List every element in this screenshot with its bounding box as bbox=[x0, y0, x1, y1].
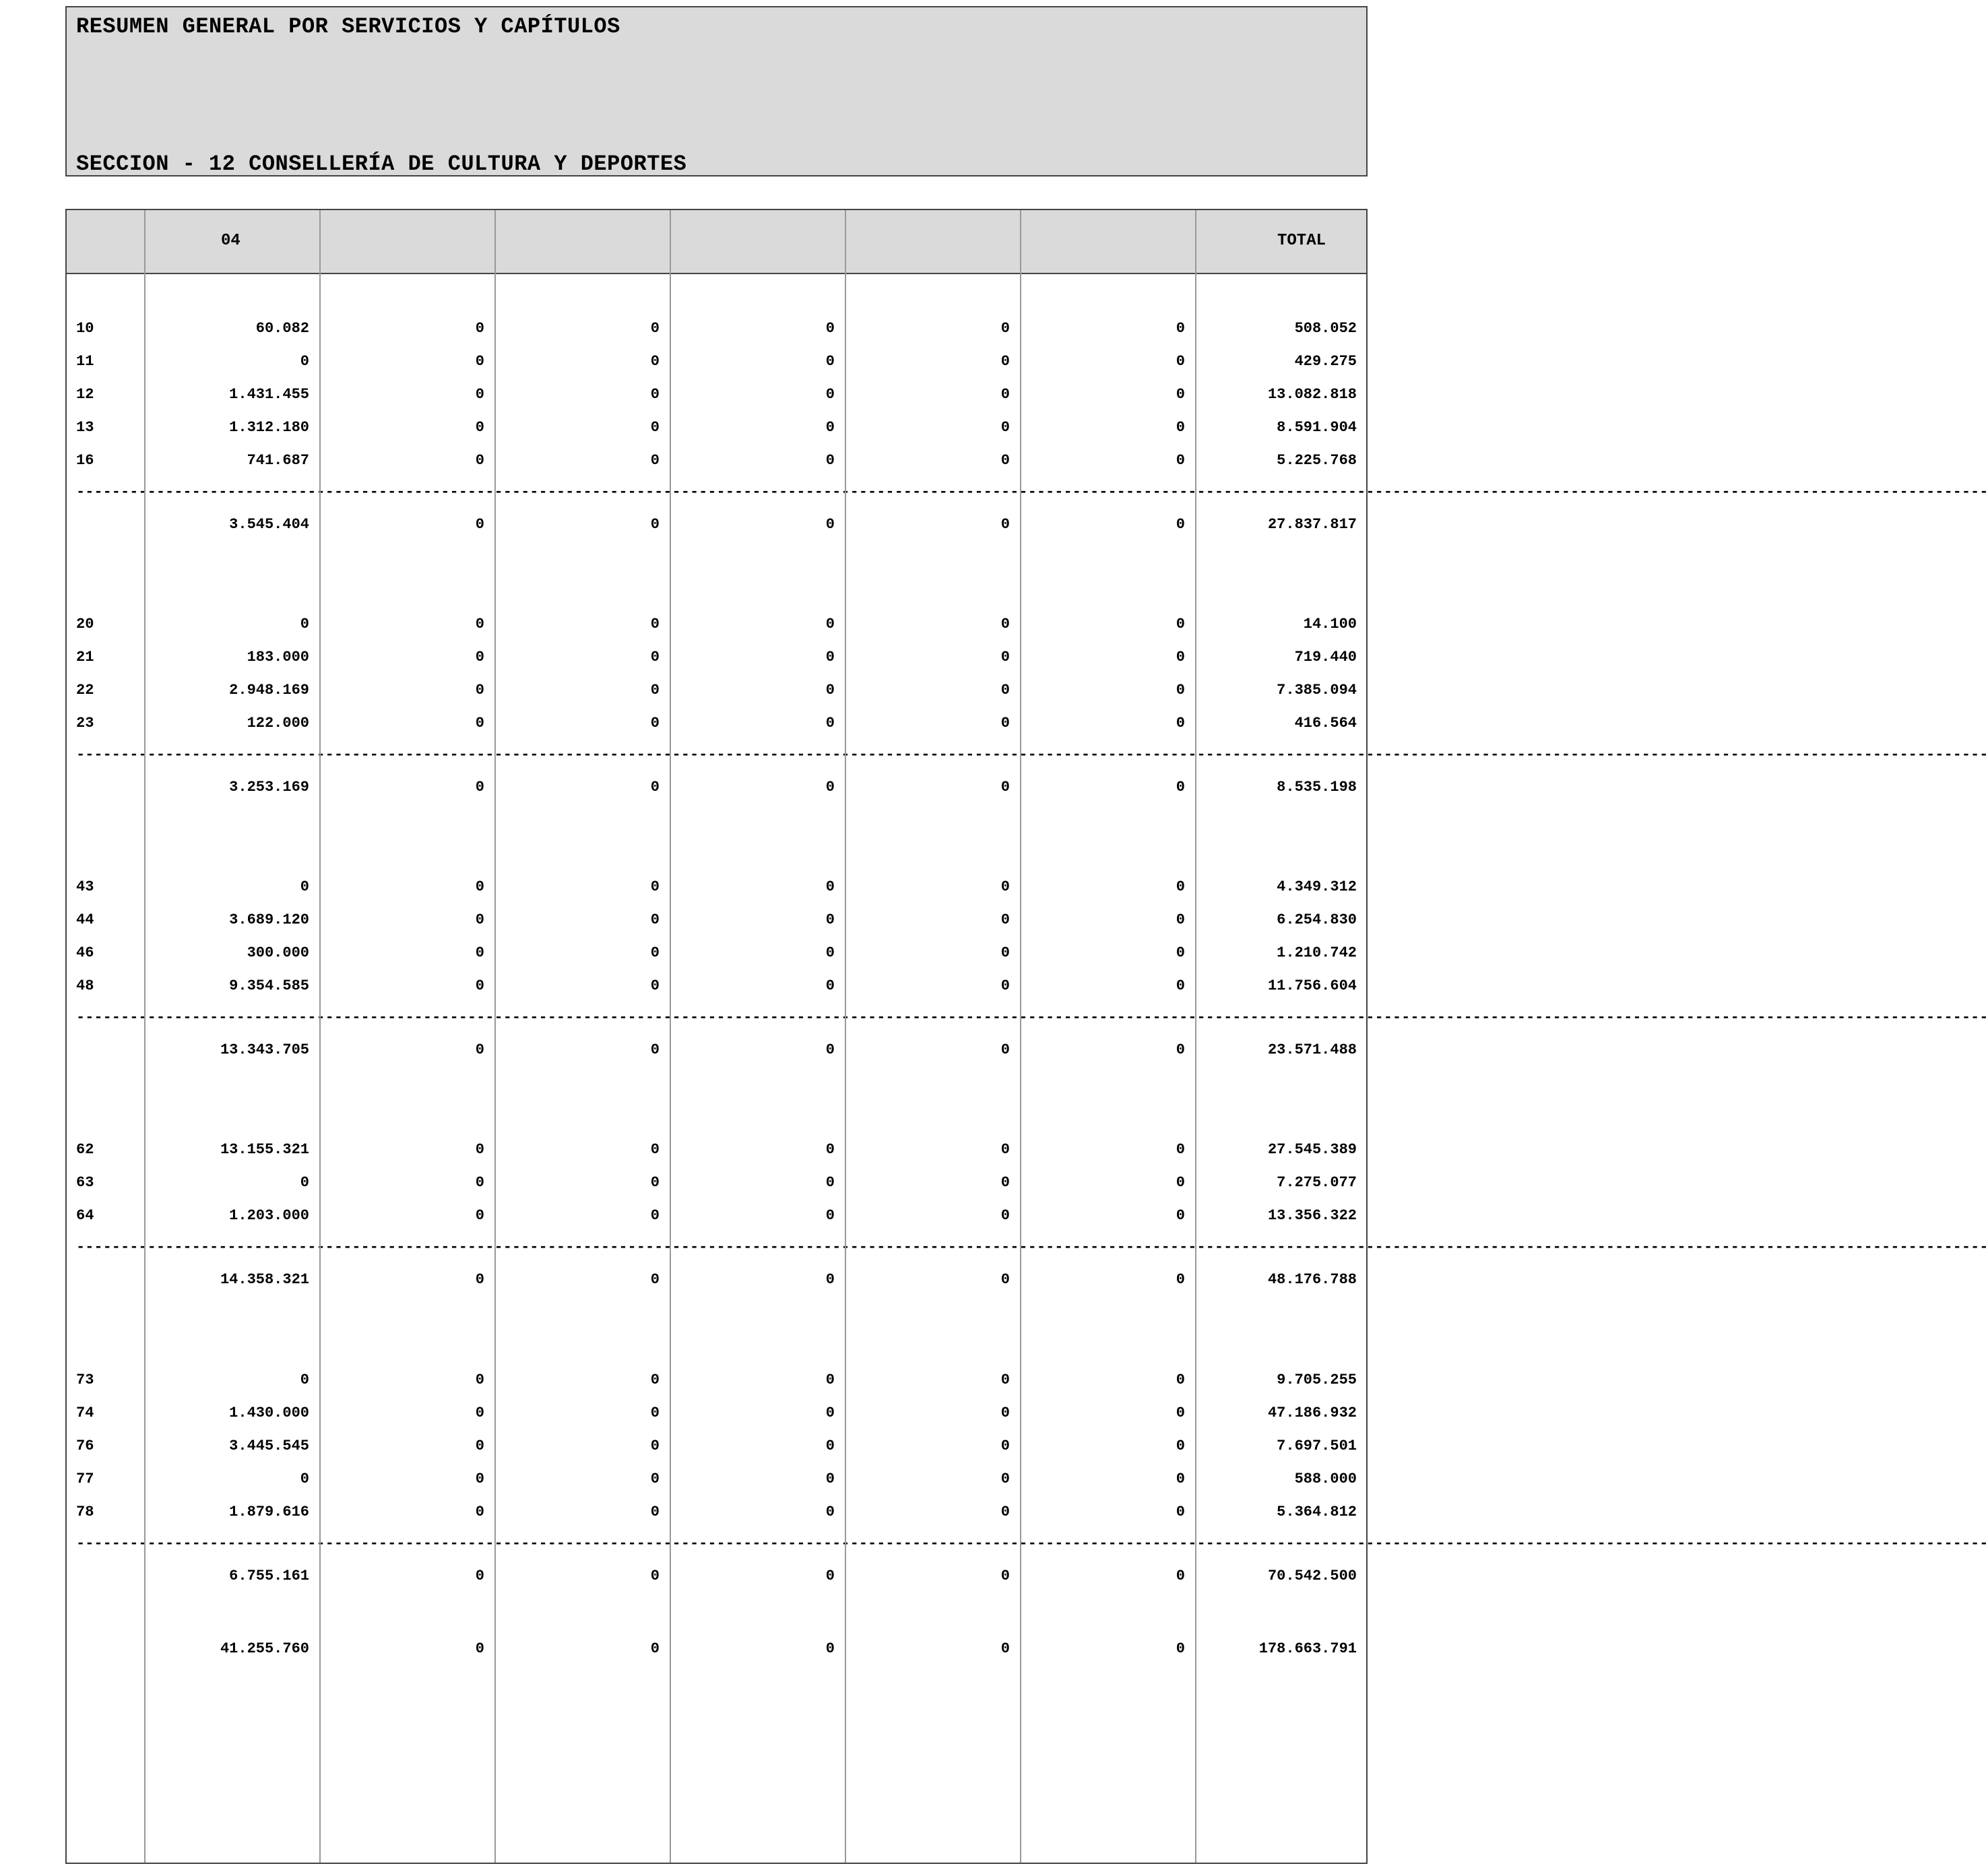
row-code: 20 bbox=[76, 616, 94, 633]
table-row-cell: 0 bbox=[1000, 1438, 1010, 1454]
table-row-cell: 11.756.604 bbox=[1267, 977, 1357, 994]
table-row-cell: 0 bbox=[650, 419, 660, 436]
table-row-cell: 13.155.321 bbox=[220, 1141, 309, 1158]
table-row-cell: 0 bbox=[825, 1372, 835, 1388]
table-row-cell: 0 bbox=[475, 1141, 484, 1158]
table-row-cell: 0 bbox=[475, 1471, 484, 1487]
table-row-cell: 0 bbox=[475, 944, 484, 961]
subtotal-row-cell: 0 bbox=[1000, 516, 1010, 533]
row-code: 74 bbox=[76, 1405, 94, 1421]
table-row-cell: 0 bbox=[300, 353, 309, 370]
table-row-cell: 5.225.768 bbox=[1277, 452, 1357, 469]
table-row-cell: 27.545.389 bbox=[1267, 1141, 1357, 1158]
table-row-cell: 0 bbox=[1176, 1372, 1185, 1388]
row-code: 13 bbox=[76, 419, 94, 436]
table-row-cell: 14.100 bbox=[1303, 616, 1357, 633]
table-row-cell: 0 bbox=[650, 1372, 660, 1388]
table-row-cell: 0 bbox=[300, 1372, 309, 1388]
table-row-cell: 0 bbox=[650, 715, 660, 732]
table-row-cell: 0 bbox=[475, 1207, 484, 1224]
table-header bbox=[67, 210, 1366, 274]
table-row-cell: 0 bbox=[1176, 616, 1185, 633]
grand-total-row-cell: 0 bbox=[650, 1640, 660, 1657]
table-row-cell: 0 bbox=[650, 1174, 660, 1191]
subtotal-row-cell: 23.571.488 bbox=[1267, 1041, 1357, 1058]
row-code: 63 bbox=[76, 1174, 94, 1191]
column-header: 04 bbox=[221, 232, 241, 250]
table-row-cell: 0 bbox=[475, 1372, 484, 1388]
table-row-cell: 0 bbox=[1000, 682, 1010, 699]
grand-total-row-cell: 0 bbox=[1000, 1640, 1010, 1657]
grand-total-row-cell: 41.255.760 bbox=[220, 1640, 309, 1657]
table-row-cell: 0 bbox=[1176, 878, 1185, 895]
subtotal-row-cell: 0 bbox=[475, 1271, 484, 1288]
row-code: 77 bbox=[76, 1471, 94, 1487]
subtotal-row-cell: 0 bbox=[650, 1568, 660, 1584]
subtotal-row-cell: 3.545.404 bbox=[229, 516, 309, 533]
table-row-cell: 0 bbox=[1176, 944, 1185, 961]
table-row-cell: 0 bbox=[650, 1438, 660, 1454]
subtotal-row-cell: 0 bbox=[1176, 1568, 1185, 1584]
subtotal-row-cell: 0 bbox=[650, 516, 660, 533]
table-row-cell: 0 bbox=[825, 977, 835, 994]
table-row-cell: 0 bbox=[475, 649, 484, 666]
subtotal-row-cell: 70.542.500 bbox=[1267, 1568, 1357, 1584]
report-section: SECCION - 12 CONSELLERÍA DE CULTURA Y DEPORTES bbox=[76, 152, 687, 176]
subtotal-row-cell: 8.535.198 bbox=[1277, 779, 1357, 796]
subtotal-row-cell: 0 bbox=[1000, 1568, 1010, 1584]
row-code: 10 bbox=[76, 320, 94, 337]
column-divider bbox=[845, 210, 846, 1863]
subtotal-row-cell: 0 bbox=[1176, 1271, 1185, 1288]
subtotal-row-cell: 48.176.788 bbox=[1267, 1271, 1357, 1288]
table-row-cell: 0 bbox=[300, 616, 309, 633]
table-row-cell: 0 bbox=[1000, 715, 1010, 732]
table-row-cell: 0 bbox=[1176, 682, 1185, 699]
table-row-cell: 3.689.120 bbox=[229, 911, 309, 928]
row-code: 48 bbox=[76, 977, 94, 994]
table-row-cell: 9.354.585 bbox=[229, 977, 309, 994]
table-row-cell: 0 bbox=[1176, 1174, 1185, 1191]
table-row-cell: 7.697.501 bbox=[1277, 1438, 1357, 1454]
summary-table bbox=[65, 209, 1988, 1864]
table-row-cell: 0 bbox=[1176, 1405, 1185, 1421]
table-row-cell: 0 bbox=[825, 1438, 835, 1454]
subtotal-row-cell: 0 bbox=[650, 779, 660, 796]
table-row-cell: 0 bbox=[475, 1438, 484, 1454]
table-row-cell: 0 bbox=[300, 1471, 309, 1487]
subtotal-row-cell: 0 bbox=[1176, 779, 1185, 796]
row-code: 21 bbox=[76, 649, 94, 666]
column-divider bbox=[670, 210, 671, 1863]
table-row-cell: 0 bbox=[475, 419, 484, 436]
subtotal-row-cell: 0 bbox=[475, 1568, 484, 1584]
table-row-cell: 0 bbox=[825, 911, 835, 928]
table-row-cell: 6.254.830 bbox=[1277, 911, 1357, 928]
table-row-cell: 0 bbox=[650, 944, 660, 961]
row-code: 11 bbox=[76, 353, 94, 370]
table-row-cell: 0 bbox=[475, 1504, 484, 1520]
table-row-cell: 13.082.818 bbox=[1267, 386, 1357, 403]
table-row-cell: 0 bbox=[825, 1471, 835, 1487]
table-row-cell: 0 bbox=[475, 616, 484, 633]
group-separator: ----------------------------------------------------------------------------------------------------------------------------------------------------------------------------------------------------------------------- bbox=[76, 1239, 1988, 1256]
table-row-cell: 0 bbox=[300, 878, 309, 895]
table-row-cell: 0 bbox=[825, 616, 835, 633]
table-row-cell: 0 bbox=[650, 682, 660, 699]
table-row-cell: 0 bbox=[1176, 1471, 1185, 1487]
table-row-cell: 0 bbox=[1176, 977, 1185, 994]
report-header bbox=[65, 6, 1368, 176]
table-row-cell: 0 bbox=[1176, 1141, 1185, 1158]
table-row-cell: 0 bbox=[650, 878, 660, 895]
table-row-cell: 0 bbox=[475, 386, 484, 403]
table-row-cell: 0 bbox=[475, 452, 484, 469]
subtotal-row-cell: 27.837.817 bbox=[1267, 516, 1357, 533]
table-row-cell: 0 bbox=[475, 1405, 484, 1421]
row-code: 64 bbox=[76, 1207, 94, 1224]
table-row-cell: 0 bbox=[650, 649, 660, 666]
column-divider bbox=[1020, 210, 1021, 1863]
table-row-cell: 0 bbox=[1000, 944, 1010, 961]
table-row-cell: 0 bbox=[475, 320, 484, 337]
table-row-cell: 1.312.180 bbox=[229, 419, 309, 436]
row-code: 46 bbox=[76, 944, 94, 961]
column-divider bbox=[1195, 210, 1196, 1863]
table-row-cell: 0 bbox=[1176, 320, 1185, 337]
row-code: 73 bbox=[76, 1372, 94, 1388]
table-row-cell: 0 bbox=[650, 1471, 660, 1487]
table-row-cell: 0 bbox=[1176, 715, 1185, 732]
table-row-cell: 0 bbox=[1176, 419, 1185, 436]
subtotal-row-cell: 0 bbox=[825, 1271, 835, 1288]
table-row-cell: 0 bbox=[1000, 320, 1010, 337]
subtotal-row-cell: 0 bbox=[650, 1271, 660, 1288]
table-row-cell: 0 bbox=[825, 1207, 835, 1224]
table-row-cell: 0 bbox=[1000, 616, 1010, 633]
table-row-cell: 0 bbox=[650, 1141, 660, 1158]
column-divider bbox=[319, 210, 321, 1863]
table-row-cell: 0 bbox=[1000, 878, 1010, 895]
table-row-cell: 60.082 bbox=[255, 320, 309, 337]
row-code: 23 bbox=[76, 715, 94, 732]
subtotal-row-cell: 13.343.705 bbox=[220, 1041, 309, 1058]
table-row-cell: 0 bbox=[825, 320, 835, 337]
table-row-cell: 1.430.000 bbox=[229, 1405, 309, 1421]
row-code: 62 bbox=[76, 1141, 94, 1158]
column-divider bbox=[144, 210, 146, 1863]
table-row-cell: 0 bbox=[1000, 1471, 1010, 1487]
table-row-cell: 0 bbox=[1000, 386, 1010, 403]
table-row-cell: 719.440 bbox=[1294, 649, 1357, 666]
subtotal-row-cell: 0 bbox=[825, 779, 835, 796]
table-row-cell: 0 bbox=[1176, 452, 1185, 469]
table-row-cell: 0 bbox=[650, 1504, 660, 1520]
table-row-cell: 0 bbox=[825, 1174, 835, 1191]
table-row-cell: 0 bbox=[1000, 1372, 1010, 1388]
grand-total-row-cell: 0 bbox=[475, 1640, 484, 1657]
column-divider bbox=[494, 210, 496, 1863]
group-separator: ----------------------------------------------------------------------------------------------------------------------------------------------------------------------------------------------------------------------- bbox=[76, 484, 1988, 501]
table-row-cell: 2.948.169 bbox=[229, 682, 309, 699]
table-row-cell: 122.000 bbox=[247, 715, 309, 732]
column-header: TOTAL bbox=[1277, 232, 1326, 250]
table-row-cell: 0 bbox=[825, 419, 835, 436]
table-row-cell: 300.000 bbox=[247, 944, 309, 961]
table-row-cell: 0 bbox=[650, 616, 660, 633]
group-separator: ----------------------------------------------------------------------------------------------------------------------------------------------------------------------------------------------------------------------- bbox=[76, 746, 1988, 763]
row-code: 16 bbox=[76, 452, 94, 469]
table-row-cell: 0 bbox=[650, 353, 660, 370]
table-row-cell: 0 bbox=[825, 1504, 835, 1520]
subtotal-row-cell: 0 bbox=[1176, 1041, 1185, 1058]
subtotal-row-cell: 3.253.169 bbox=[229, 779, 309, 796]
table-row-cell: 1.210.742 bbox=[1277, 944, 1357, 961]
table-row-cell: 0 bbox=[825, 1405, 835, 1421]
table-row-cell: 429.275 bbox=[1294, 353, 1357, 370]
table-row-cell: 0 bbox=[1176, 386, 1185, 403]
table-row-cell: 47.186.932 bbox=[1267, 1405, 1357, 1421]
table-row-cell: 0 bbox=[1000, 1405, 1010, 1421]
table-row-cell: 4.349.312 bbox=[1277, 878, 1357, 895]
table-row-cell: 0 bbox=[825, 682, 835, 699]
subtotal-row-cell: 0 bbox=[825, 1041, 835, 1058]
table-row-cell: 0 bbox=[825, 944, 835, 961]
table-row-cell: 0 bbox=[475, 682, 484, 699]
grand-total-row-cell: 0 bbox=[1176, 1640, 1185, 1657]
table-row-cell: 1.879.616 bbox=[229, 1504, 309, 1520]
table-row-cell: 7.275.077 bbox=[1277, 1174, 1357, 1191]
subtotal-row-cell: 0 bbox=[825, 1568, 835, 1584]
row-code: 44 bbox=[76, 911, 94, 928]
table-row-cell: 0 bbox=[650, 386, 660, 403]
table-row-cell: 5.364.812 bbox=[1277, 1504, 1357, 1520]
report-title: RESUMEN GENERAL POR SERVICIOS Y CAPÍTULOS bbox=[76, 14, 620, 39]
table-row-cell: 0 bbox=[825, 386, 835, 403]
table-row-cell: 0 bbox=[1176, 1207, 1185, 1224]
row-code: 12 bbox=[76, 386, 94, 403]
row-code: 22 bbox=[76, 682, 94, 699]
table-row-cell: 8.591.904 bbox=[1277, 419, 1357, 436]
table-row-cell: 0 bbox=[300, 1174, 309, 1191]
subtotal-row-cell: 0 bbox=[1176, 516, 1185, 533]
table-row-cell: 0 bbox=[1000, 452, 1010, 469]
subtotal-row-cell: 0 bbox=[650, 1041, 660, 1058]
subtotal-row-cell: 0 bbox=[1000, 1271, 1010, 1288]
table-row-cell: 0 bbox=[650, 320, 660, 337]
table-row-cell: 0 bbox=[475, 977, 484, 994]
row-code: 76 bbox=[76, 1438, 94, 1454]
table-row-cell: 0 bbox=[475, 878, 484, 895]
subtotal-row-cell: 0 bbox=[1000, 1041, 1010, 1058]
table-row-cell: 0 bbox=[1000, 911, 1010, 928]
table-row-cell: 0 bbox=[650, 911, 660, 928]
group-separator: ----------------------------------------------------------------------------------------------------------------------------------------------------------------------------------------------------------------------- bbox=[76, 1535, 1988, 1552]
table-row-cell: 0 bbox=[1000, 419, 1010, 436]
table-row-cell: 0 bbox=[1000, 977, 1010, 994]
subtotal-row-cell: 0 bbox=[1000, 779, 1010, 796]
row-code: 78 bbox=[76, 1504, 94, 1520]
table-row-cell: 13.356.322 bbox=[1267, 1207, 1357, 1224]
table-row-cell: 588.000 bbox=[1294, 1471, 1357, 1487]
table-row-cell: 0 bbox=[1176, 1438, 1185, 1454]
subtotal-row-cell: 14.358.321 bbox=[220, 1271, 309, 1288]
table-row-cell: 0 bbox=[650, 452, 660, 469]
row-code: 43 bbox=[76, 878, 94, 895]
subtotal-row-cell: 0 bbox=[475, 779, 484, 796]
table-row-cell: 0 bbox=[1176, 911, 1185, 928]
table-row-cell: 0 bbox=[475, 353, 484, 370]
table-row-cell: 0 bbox=[1176, 353, 1185, 370]
table-row-cell: 741.687 bbox=[247, 452, 309, 469]
table-row-cell: 0 bbox=[1176, 1504, 1185, 1520]
table-row-cell: 0 bbox=[825, 353, 835, 370]
grand-total-row-cell: 178.663.791 bbox=[1258, 1640, 1357, 1657]
table-row-cell: 0 bbox=[1000, 1141, 1010, 1158]
table-row-cell: 0 bbox=[825, 649, 835, 666]
table-row-cell: 1.431.455 bbox=[229, 386, 309, 403]
table-row-cell: 0 bbox=[650, 1405, 660, 1421]
table-row-cell: 183.000 bbox=[247, 649, 309, 666]
subtotal-row-cell: 0 bbox=[475, 516, 484, 533]
table-row-cell: 0 bbox=[825, 1141, 835, 1158]
table-row-cell: 9.705.255 bbox=[1277, 1372, 1357, 1388]
table-row-cell: 0 bbox=[1000, 1174, 1010, 1191]
table-row-cell: 7.385.094 bbox=[1277, 682, 1357, 699]
subtotal-row-cell: 0 bbox=[825, 516, 835, 533]
table-row-cell: 0 bbox=[825, 715, 835, 732]
table-row-cell: 0 bbox=[475, 715, 484, 732]
table-row-cell: 508.052 bbox=[1294, 320, 1357, 337]
grand-total-row-cell: 0 bbox=[825, 1640, 835, 1657]
subtotal-row-cell: 0 bbox=[475, 1041, 484, 1058]
table-row-cell: 0 bbox=[475, 1174, 484, 1191]
table-row-cell: 0 bbox=[825, 878, 835, 895]
table-row-cell: 3.445.545 bbox=[229, 1438, 309, 1454]
table-row-cell: 0 bbox=[650, 977, 660, 994]
table-row-cell: 0 bbox=[650, 1207, 660, 1224]
subtotal-row-cell: 6.755.161 bbox=[229, 1568, 309, 1584]
table-row-cell: 416.564 bbox=[1294, 715, 1357, 732]
group-separator: ----------------------------------------------------------------------------------------------------------------------------------------------------------------------------------------------------------------------- bbox=[76, 1009, 1988, 1026]
table-row-cell: 0 bbox=[1000, 1207, 1010, 1224]
table-row-cell: 0 bbox=[1000, 1504, 1010, 1520]
table-row-cell: 0 bbox=[1000, 649, 1010, 666]
table-row-cell: 0 bbox=[1176, 649, 1185, 666]
table-row-cell: 1.203.000 bbox=[229, 1207, 309, 1224]
table-row-cell: 0 bbox=[1000, 353, 1010, 370]
table-row-cell: 0 bbox=[825, 452, 835, 469]
table-row-cell: 0 bbox=[475, 911, 484, 928]
